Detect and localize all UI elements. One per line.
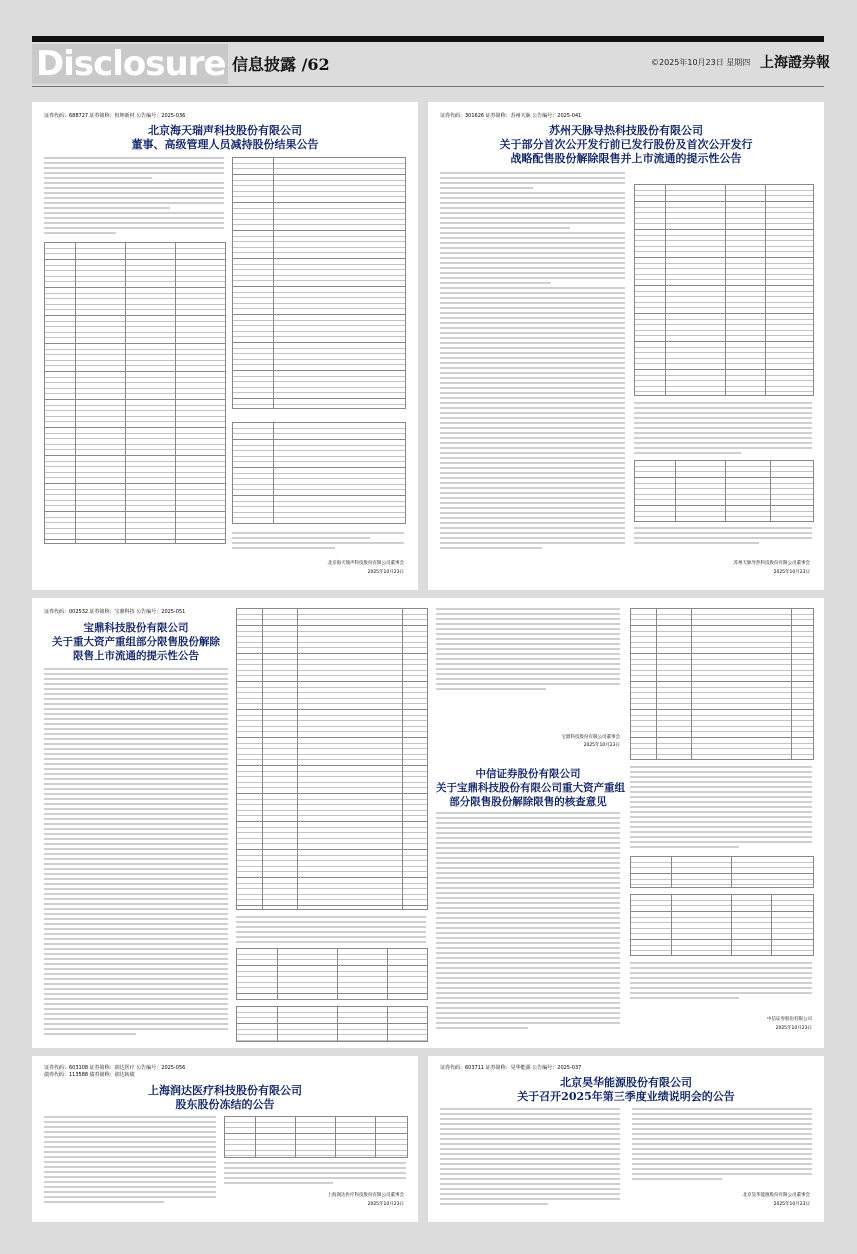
code-line: 证券代码：603108 证券简称：润达医疗 公告编号：2025-056 [44, 1065, 186, 1071]
citic-date: 2025年10月23日 [775, 1026, 812, 1031]
body-text [440, 1108, 620, 1208]
citic-title: 中信证券股份有限公司 [475, 768, 581, 780]
article-title: 上海润达医疗科技股份有限公司 [148, 1084, 302, 1097]
citic-release-table [630, 856, 814, 888]
citic-subtitle-2: 部分限售股份解除限售的核查意见 [449, 796, 607, 808]
publish-date: 2025年10月23日 [773, 1202, 810, 1207]
signature: 宝鼎科技股份有限公司董事会 [561, 735, 620, 740]
publish-date: 2025年10月23日 [367, 570, 404, 575]
commitment-table [236, 608, 428, 910]
issue-date: ©2025年10月23日 星期四 [651, 58, 751, 67]
code-line: 证券代码：688727 证券简称：恒坤新材 公告编号：2025-036 [44, 113, 186, 119]
body-text [44, 1116, 216, 1206]
citic-conclusion [630, 962, 812, 1002]
signature: 北京海天瑞声科技股份有限公司董事会 [327, 561, 404, 566]
body-text [44, 157, 224, 237]
article-subtitle: 董事、高级管理人员减持股份结果公告 [131, 138, 319, 151]
article-panel-baoding [32, 598, 824, 1048]
article-subtitle: 股东股份冻结的公告 [175, 1098, 275, 1111]
citic-body-text [436, 812, 620, 1032]
share-structure-table [634, 460, 814, 522]
disclosure-logo: Disclosure [32, 44, 228, 84]
publish-date: 2025年10月23日 [367, 1202, 404, 1207]
notes-text [232, 532, 404, 552]
citic-commitment-table [630, 608, 814, 760]
signature: 北京昊华能源股份有限公司董事会 [742, 1193, 810, 1198]
article-subtitle: 关于重大资产重组部分限售股份解除 [52, 636, 220, 648]
freeze-table [224, 1116, 408, 1158]
masthead [0, 0, 857, 100]
citic-signature: 中信证券股份有限公司 [767, 1017, 812, 1022]
publish-date: 2025年10月23日 [583, 743, 620, 748]
article-subtitle-2: 限售上市流通的提示性公告 [73, 650, 199, 662]
newspaper-name: 上海證券報 [760, 55, 830, 71]
reduction-table [232, 157, 406, 409]
article-panel-tianmai [428, 102, 824, 590]
release-detail-table [236, 948, 428, 1000]
code-line: 证券代码：002532 证券简称：宝鼎科技 公告编号：2025-051 [44, 609, 186, 615]
release-table [634, 184, 814, 396]
article-subtitle-2: 战略配售股份解除限售并上市流通的提示性公告 [510, 152, 742, 165]
article-title: 宝鼎科技股份有限公司 [83, 622, 189, 634]
closing-text [634, 527, 812, 547]
citic-notes [630, 766, 812, 851]
article-panel-haitian [32, 102, 418, 590]
share-change-table [236, 1006, 428, 1042]
publish-date: 2025年10月23日 [773, 570, 810, 575]
holding-table [44, 242, 226, 544]
citic-subtitle: 关于宝鼎科技股份有限公司重大资产重组 [436, 782, 625, 794]
article-title: 北京海天瑞声科技股份有限公司 [148, 124, 302, 137]
article-title: 苏州天脉导热科技股份有限公司 [549, 124, 703, 137]
article-panel-runda [32, 1056, 418, 1222]
article-panel-haohua [428, 1056, 824, 1222]
body-text [440, 172, 625, 552]
article-subtitle: 关于召开2025年第三季度业绩说明会的公告 [517, 1090, 735, 1103]
masthead-top-rule [32, 36, 824, 42]
table-notes [634, 402, 812, 457]
code-line-2: 债券代码：113588 债券简称：润达转债 [44, 1072, 135, 1078]
section-title: 信息披露 /62 [232, 55, 330, 74]
reduction-table-2 [232, 422, 406, 524]
table-notes [236, 916, 426, 946]
code-line: 证券代码：301626 证券简称：苏州天脉 公告编号：2025-041 [440, 113, 582, 119]
masthead-bottom-rule [32, 86, 824, 87]
article-title: 北京昊华能源股份有限公司 [560, 1076, 692, 1089]
article-subtitle: 关于部分首次公开发行前已发行股份及首次公开发行 [499, 138, 753, 151]
signature: 上海润达医疗科技股份有限公司董事会 [327, 1193, 404, 1198]
body-text-2 [632, 1108, 812, 1183]
intro-text [436, 608, 620, 693]
citic-share-table [630, 894, 814, 956]
notes-text [224, 1162, 406, 1187]
signature: 苏州天脉导热科技股份有限公司董事会 [733, 561, 810, 566]
code-line: 证券代码：603711 证券简称：昊华能源 公告编号：2025-037 [440, 1065, 582, 1071]
body-text [44, 668, 228, 1038]
